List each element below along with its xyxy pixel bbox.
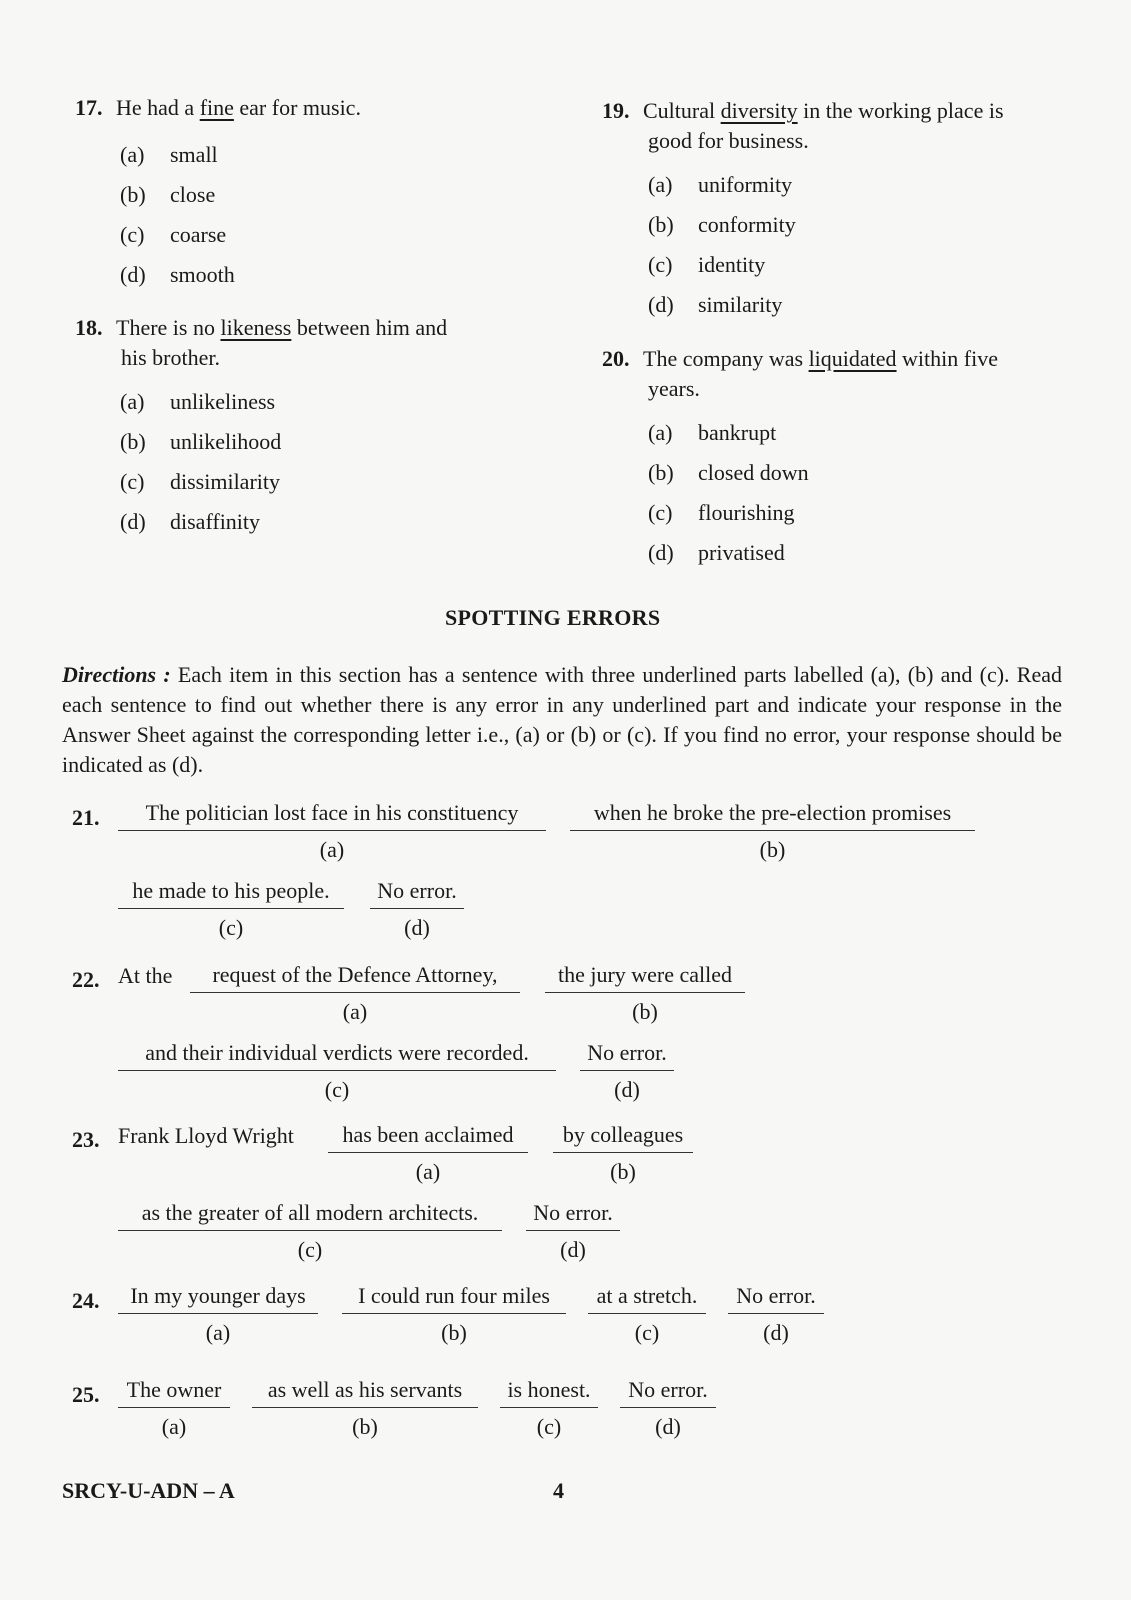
- underlined-word: likeness: [220, 315, 292, 340]
- segment-d[interactable]: No error. (d): [370, 878, 464, 941]
- question-number: 20.: [602, 346, 630, 371]
- segment-b[interactable]: by colleagues (b): [553, 1122, 693, 1185]
- segment-d[interactable]: No error. (d): [620, 1377, 716, 1440]
- segment-d[interactable]: No error. (d): [580, 1040, 674, 1103]
- underlined-word: fine: [199, 95, 234, 120]
- segment-c[interactable]: at a stretch. (c): [588, 1283, 706, 1346]
- lead-text: At the: [118, 963, 173, 988]
- segment-a[interactable]: The politician lost face in his constituency (a): [118, 800, 546, 863]
- segment-b[interactable]: when he broke the pre-election promises (b): [570, 800, 975, 863]
- segment-b[interactable]: as well as his servants (b): [252, 1377, 478, 1440]
- segment-b[interactable]: I could run four miles (b): [342, 1283, 566, 1346]
- option[interactable]: (d) smooth: [120, 262, 235, 287]
- option[interactable]: (c) coarse: [120, 222, 227, 247]
- question-text: He had a fine ear for music.: [116, 95, 361, 120]
- underlined-word: liquidated: [808, 346, 897, 371]
- option[interactable]: (c) flourishing: [648, 500, 795, 525]
- question-18: [75, 313, 447, 373]
- question-number: 25.: [72, 1382, 100, 1407]
- page-number: 4: [553, 1478, 564, 1503]
- segment-a[interactable]: request of the Defence Attorney, (a): [190, 962, 520, 1025]
- directions-text: Each item in this section has a sentence with three underlined parts labelled (a), (b) and (c). Read each sentence to find out whether there is any error in any underlined part and indicate your response in the Answer Sheet against the corresponding letter i.e., (a) or (b) or (c). If you find no error, your response should be indicated as (d).: [62, 662, 1062, 777]
- paper-code: SRCY-U-ADN – A: [62, 1478, 235, 1503]
- segment-d[interactable]: No error. (d): [526, 1200, 620, 1263]
- directions-label: Directions :: [62, 662, 171, 687]
- option[interactable]: (d) privatised: [648, 540, 785, 565]
- option[interactable]: (b) close: [120, 182, 216, 207]
- question-text: The company was liquidated within five: [643, 346, 998, 371]
- option[interactable]: (c) identity: [648, 252, 766, 277]
- question-number: 22.: [72, 967, 100, 992]
- option[interactable]: (a) small: [120, 142, 218, 167]
- segment-a[interactable]: has been acclaimed (a): [328, 1122, 528, 1185]
- segment-b[interactable]: the jury were called (b): [545, 962, 745, 1025]
- question-number: 23.: [72, 1127, 100, 1152]
- question-text-line2: good for business.: [648, 128, 809, 153]
- option[interactable]: (d) disaffinity: [120, 509, 261, 534]
- question-17: [75, 95, 361, 121]
- question-number: 21.: [72, 805, 100, 830]
- question-text-line2: years.: [648, 376, 700, 401]
- question-19: [602, 96, 1004, 156]
- question-20: [602, 344, 998, 404]
- section-title: SPOTTING ERRORS: [445, 605, 661, 630]
- segment-a[interactable]: In my younger days (a): [118, 1283, 318, 1346]
- option[interactable]: (a) unlikeliness: [120, 389, 276, 414]
- option-list: [120, 135, 235, 295]
- option[interactable]: (b) unlikelihood: [120, 429, 282, 454]
- question-number: 18.: [75, 315, 103, 340]
- question-number: 24.: [72, 1288, 100, 1313]
- segment-a[interactable]: The owner (a): [118, 1377, 230, 1440]
- question-text-line2: his brother.: [121, 345, 220, 370]
- lead-text: Frank Lloyd Wright: [118, 1123, 294, 1148]
- option[interactable]: (c) dissimilarity: [120, 469, 280, 494]
- option[interactable]: (a) bankrupt: [648, 420, 777, 445]
- option[interactable]: (a) uniformity: [648, 172, 793, 197]
- question-text: There is no likeness between him and: [116, 315, 448, 340]
- segment-c[interactable]: as the greater of all modern architects. (c): [118, 1200, 502, 1263]
- option-list: [120, 382, 281, 542]
- directions: [62, 660, 1062, 780]
- option[interactable]: (d) similarity: [648, 292, 783, 317]
- segment-c[interactable]: is honest. (c): [500, 1377, 598, 1440]
- question-text: Cultural diversity in the working place is: [643, 98, 1004, 123]
- option[interactable]: (b) conformity: [648, 212, 796, 237]
- question-number: 19.: [602, 98, 630, 123]
- underlined-word: diversity: [720, 98, 798, 123]
- option-list: [648, 165, 796, 325]
- question-number: 17.: [75, 95, 103, 120]
- segment-d[interactable]: No error. (d): [728, 1283, 824, 1346]
- segment-c[interactable]: he made to his people. (c): [118, 878, 344, 941]
- option[interactable]: (b) closed down: [648, 460, 809, 485]
- option-list: [648, 413, 809, 573]
- segment-c[interactable]: and their individual verdicts were recorded. (c): [118, 1040, 556, 1103]
